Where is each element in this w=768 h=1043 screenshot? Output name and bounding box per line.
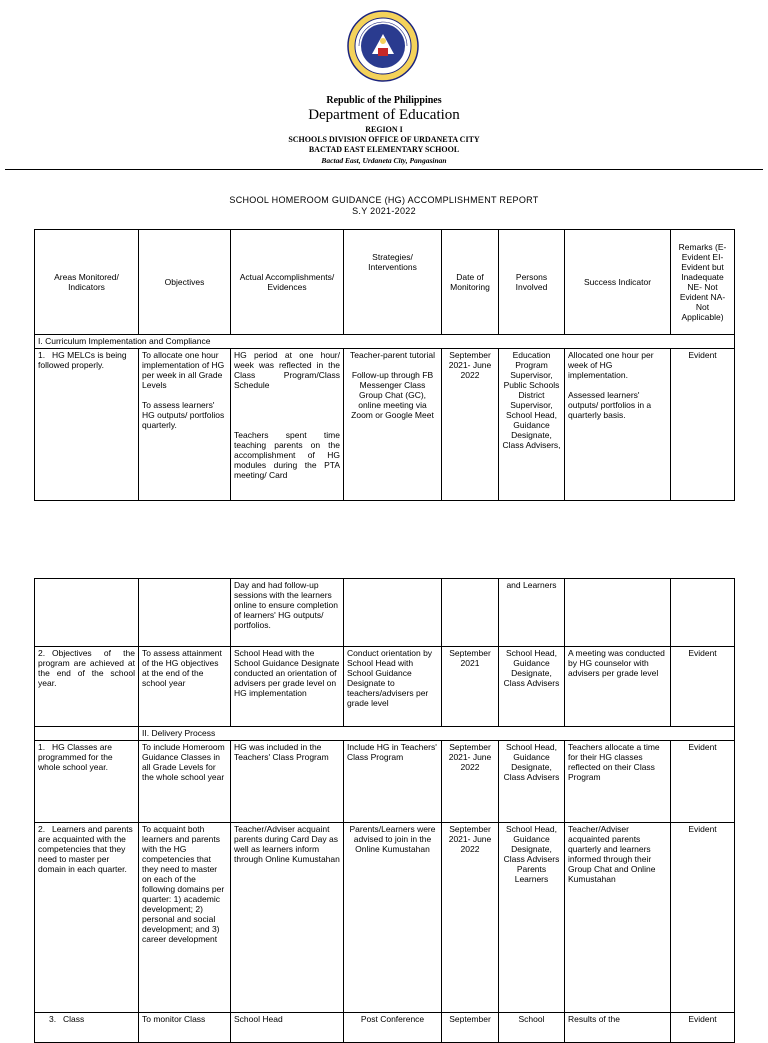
accomplishment-table-part1 [34, 229, 735, 501]
cell-date: September 2021 [442, 647, 499, 727]
col-header-objectives: Objectives [139, 230, 231, 335]
region-heading: REGION I [365, 125, 403, 134]
cell-remarks: Evident [671, 741, 735, 823]
col-header-persons: Persons Involved [499, 230, 565, 335]
cell-area: 1. HG MELCs is being followed properly. [35, 349, 139, 501]
school-heading: BACTAD EAST ELEMENTARY SCHOOL [308, 145, 460, 154]
col-header-actual: Actual Accomplishments/ Evidences [231, 230, 344, 335]
cell-remarks: Evident [671, 647, 735, 727]
table-row [35, 1013, 735, 1043]
cell-success: Teacher/Adviser acquainted parents quarterly and learners informed through their Group Chat and Online Kumustahan [565, 823, 671, 1013]
col-header-strategies: Strategies/ Interventions [344, 230, 442, 335]
cell-date: September 2021- June 2022 [442, 741, 499, 823]
col-header-areas: Areas Monitored/ Indicators [35, 230, 139, 335]
table-row-continued [35, 579, 735, 647]
table-row [35, 823, 735, 1013]
cell-strategies: Include HG in Teachers' Class Program [344, 741, 442, 823]
cell-actual: HG period at one hour/ week was reflected in the Class Program/Class Schedule Teachers spent time teaching parents on the accomplishment of HG modules during the PTA meeting/ Card [231, 349, 344, 501]
cell-persons: School Head, Guidance Designate, Class Advisers [499, 741, 565, 823]
republic-heading: Republic of the Philippines [326, 95, 442, 106]
report-title: SCHOOL HOMEROOM GUIDANCE (HG) ACCOMPLISHMENT REPORT [229, 195, 539, 205]
cell-actual: School Head [231, 1013, 344, 1043]
header-divider [5, 169, 763, 170]
cell-persons: and Learners [499, 579, 565, 647]
col-header-date: Date of Monitoring [442, 230, 499, 335]
col-header-success: Success Indicator [565, 230, 671, 335]
section-delivery: II. Delivery Process [139, 727, 735, 741]
cell-persons: School Head, Guidance Designate, Class Advisers [499, 647, 565, 727]
section-row [35, 335, 735, 349]
table-row [35, 647, 735, 727]
cell-strategies: Teacher-parent tutorial Follow-up through FB Messenger Class Group Chat (GC), online meeting via Zoom or Google Meet [344, 349, 442, 501]
section-curriculum: I. Curriculum Implementation and Compliance [35, 335, 735, 349]
deped-seal-logo [347, 10, 419, 82]
cell-objectives: To include Homeroom Guidance Classes in all Grade Levels for the whole school year [139, 741, 231, 823]
cell-actual: Teacher/Adviser acquaint parents during Card Day as well as learners inform through Online Kumustahan [231, 823, 344, 1013]
cell-objectives: To assess attainment of the HG objectives at the end of the school year [139, 647, 231, 727]
cell-strategies: Parents/Learners were advised to join in the Online Kumustahan [344, 823, 442, 1013]
cell-remarks: Evident [671, 349, 735, 501]
cell-actual: Day and had follow-up sessions with the learners online to ensure completion of learners' HG outputs/ portfolios. [231, 579, 344, 647]
table-row [35, 741, 735, 823]
cell-objectives: To allocate one hour implementation of HG per week in all Grade Levels To assess learners' HG outputs/ portfolios quarterly. [139, 349, 231, 501]
school-year: S.Y 2021-2022 [352, 206, 416, 216]
cell-strategies: Conduct orientation by School Head with School Guidance Designate to teachers/advisers per grade level [344, 647, 442, 727]
cell-remarks: Evident [671, 1013, 735, 1043]
cell-success: Allocated one hour per week of HG implementation. Assessed learners' outputs/ portfolios in a quarterly basis. [565, 349, 671, 501]
cell-area: 1. HG Classes are programmed for the whole school year. [35, 741, 139, 823]
table-header-row [35, 230, 735, 335]
cell-success: Results of the [565, 1013, 671, 1043]
school-address: Bactad East, Urdaneta City, Pangasinan [321, 156, 447, 165]
division-heading: SCHOOLS DIVISION OFFICE OF URDANETA CITY [288, 135, 480, 144]
cell-objectives: To monitor Class [139, 1013, 231, 1043]
cell-persons: Education Program Supervisor, Public Schools District Supervisor, School Head, Guidance Designate, Class Advisers, [499, 349, 565, 501]
cell-persons: School Head, Guidance Designate, Class Advisers Parents Learners [499, 823, 565, 1013]
cell-objectives: To acquaint both learners and parents with the HG competencies that they need to master on each of the following domains per quarter: 1) academic development; 2) personal and social development; and 3) career development [139, 823, 231, 1013]
cell-date: September 2021- June 2022 [442, 823, 499, 1013]
section-row [35, 727, 735, 741]
cell-remarks: Evident [671, 823, 735, 1013]
cell-success: Teachers allocate a time for their HG classes reflected on their Class Program [565, 741, 671, 823]
cell-date: September [442, 1013, 499, 1043]
table-row [35, 349, 735, 501]
cell-success: A meeting was conducted by HG counselor with advisers per grade level [565, 647, 671, 727]
department-heading: Department of Education [308, 107, 460, 123]
cell-actual: HG was included in the Teachers' Class Program [231, 741, 344, 823]
cell-actual: School Head with the School Guidance Designate conducted an orientation of advisers per grade level on HG implementation [231, 647, 344, 727]
cell-date: September 2021- June 2022 [442, 349, 499, 501]
cell-area: 3. Class [35, 1013, 139, 1043]
cell-area: 2. Objectives of the program are achieved at the end of the school year. [35, 647, 139, 727]
accomplishment-table-part2 [34, 578, 735, 1043]
cell-area: 2. Learners and parents are acquainted with the competencies that they need to master per domain in each quarter. [35, 823, 139, 1013]
col-header-remarks: Remarks (E- Evident EI- Evident but Inadequate NE- Not Evident NA- Not Applicable) [671, 230, 735, 335]
cell-strategies: Post Conference [344, 1013, 442, 1043]
cell-persons: School [499, 1013, 565, 1043]
